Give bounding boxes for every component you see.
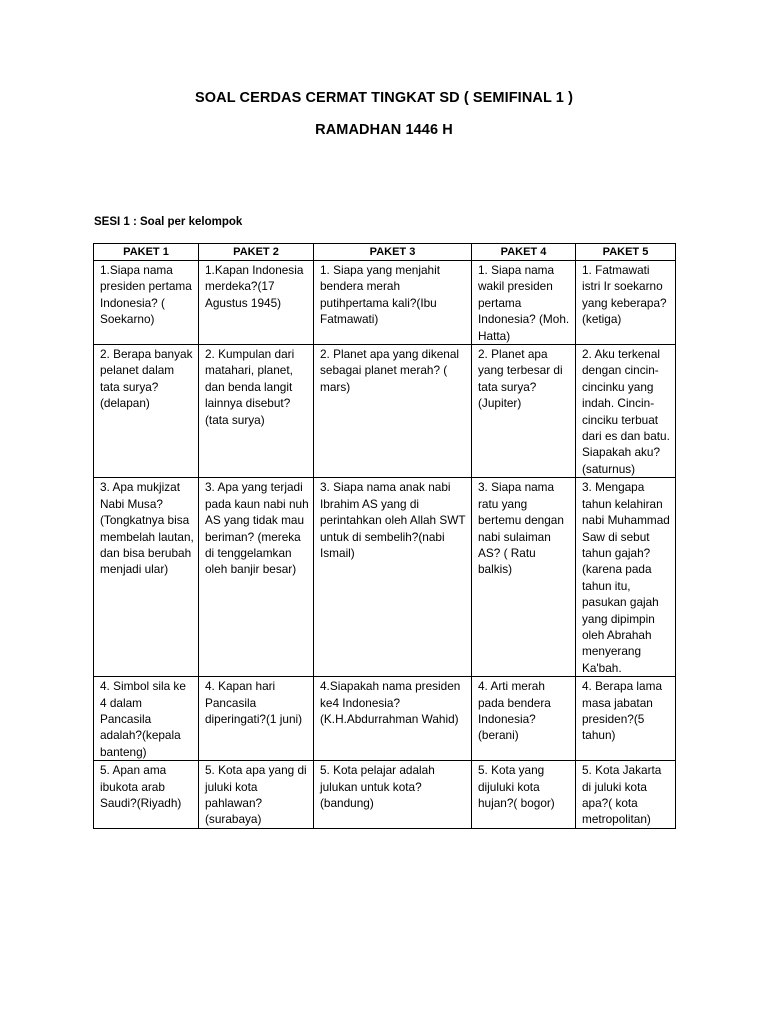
table-cell: 1.Siapa nama presiden pertama Indonesia? ( Soekarno) [94, 261, 199, 345]
table-cell: 5. Apan ama ibukota arab Saudi?(Riyadh) [94, 761, 199, 829]
table-cell: 2. Planet apa yang dikenal sebagai planet merah? ( mars) [314, 345, 472, 478]
table-cell: 3. Apa yang terjadi pada kaun nabi nuh AS yang tidak mau beriman? (mereka di tenggelamkan oleh banjir besar) [199, 478, 314, 677]
table-cell: 2. Berapa banyak pelanet dalam tata surya? (delapan) [94, 345, 199, 478]
questions-table [93, 243, 676, 829]
table-row [94, 677, 676, 761]
table-cell: 2. Aku terkenal dengan cincin-cincinku yang indah. Cincin-cinciku terbuat dari es dan batu. Siapakah aku? (saturnus) [576, 345, 676, 478]
table-cell: 4. Berapa lama masa jabatan presiden?(5 tahun) [576, 677, 676, 761]
table-cell: 2. Kumpulan dari matahari, planet, dan benda langit lainnya disebut? (tata surya) [199, 345, 314, 478]
table-header-row [94, 244, 676, 261]
column-header-paket-2: PAKET 2 [199, 244, 314, 261]
table-row [94, 345, 676, 478]
session-label: SESI 1 : Soal per kelompok [94, 216, 243, 228]
table-cell: 5. Kota apa yang di juluki kota pahlawan? (surabaya) [199, 761, 314, 829]
table-row [94, 478, 676, 677]
column-header-paket-3: PAKET 3 [314, 244, 472, 261]
table-cell: 3. Siapa nama anak nabi Ibrahim AS yang di perintahkan oleh Allah SWT untuk di sembelih?(nabi Ismail) [314, 478, 472, 677]
table-cell: 2. Planet apa yang terbesar di tata surya? (Jupiter) [472, 345, 576, 478]
column-header-paket-1: PAKET 1 [94, 244, 199, 261]
table-cell: 5. Kota yang dijuluki kota hujan?( bogor) [472, 761, 576, 829]
table-cell: 3. Mengapa tahun kelahiran nabi Muhammad Saw di sebut tahun gajah? (karena pada tahun itu, pasukan gajah yang dipimpin oleh Abrahah menyerang Ka'bah. [576, 478, 676, 677]
table-cell: 3. Apa mukjizat Nabi Musa? (Tongkatnya bisa membelah lautan, dan bisa berubah menjadi ular) [94, 478, 199, 677]
table-cell: 1. Siapa yang menjahit bendera merah putihpertama kali?(Ibu Fatmawati) [314, 261, 472, 345]
document-subtitle: RAMADHAN 1446 H [315, 122, 453, 138]
table-cell: 5. Kota Jakarta di juluki kota apa?( kota metropolitan) [576, 761, 676, 829]
table-cell: 3. Siapa nama ratu yang bertemu dengan nabi sulaiman AS? ( Ratu balkis) [472, 478, 576, 677]
table-cell: 1. Siapa nama wakil presiden pertama Indonesia? (Moh. Hatta) [472, 261, 576, 345]
table-cell: 4.Siapakah nama presiden ke4 Indonesia?(K.H.Abdurrahman Wahid) [314, 677, 472, 761]
table-cell: 1. Fatmawati istri Ir soekarno yang keberapa? (ketiga) [576, 261, 676, 345]
table-cell: 4. Arti merah pada bendera Indonesia? (berani) [472, 677, 576, 761]
table-row [94, 761, 676, 829]
column-header-paket-5: PAKET 5 [576, 244, 676, 261]
table-cell: 4. Kapan hari Pancasila diperingati?(1 juni) [199, 677, 314, 761]
table-cell: 4. Simbol sila ke 4 dalam Pancasila adalah?(kepala banteng) [94, 677, 199, 761]
document-title: SOAL CERDAS CERMAT TINGKAT SD ( SEMIFINAL 1 ) [194, 90, 574, 106]
table-row [94, 261, 676, 345]
column-header-paket-4: PAKET 4 [472, 244, 576, 261]
table-cell: 5. Kota pelajar adalah julukan untuk kota? (bandung) [314, 761, 472, 829]
table-cell: 1.Kapan Indonesia merdeka?(17 Agustus 1945) [199, 261, 314, 345]
